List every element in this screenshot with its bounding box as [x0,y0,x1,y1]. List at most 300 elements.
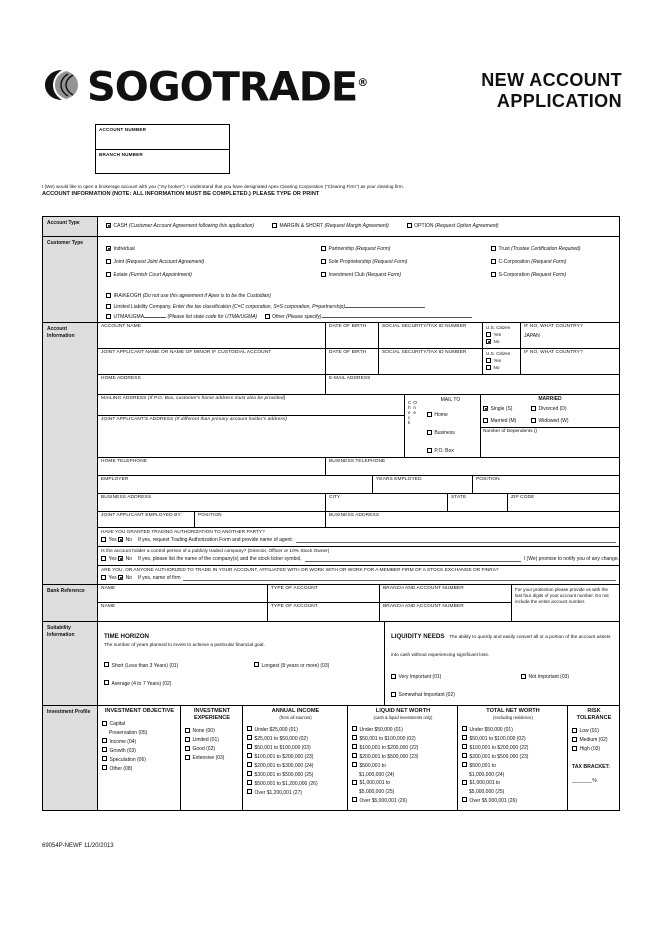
married-option-single-s[interactable] [483,405,512,414]
question-1-no-no[interactable] [118,536,132,545]
section-label-investment-profile: Investment Profile [43,706,98,810]
home-telephone-label: HOME TELEPHONE [101,459,148,464]
option-note: (Request Form) [529,272,567,278]
checkbox-low-01[interactable] [572,728,577,733]
email-field[interactable] [326,375,619,394]
years-employed-field[interactable] [373,476,473,493]
checkbox-time-horizon-short[interactable] [104,662,109,667]
investment-option-medium-02[interactable] [572,736,608,745]
checkbox-business[interactable] [427,430,432,435]
section-label-account-information: Account Information [43,323,98,584]
joint-employment-row [98,512,619,528]
account-type-option-margin-short[interactable] [272,222,389,231]
liquidity-option-not[interactable]: Not Important (03) [521,673,569,682]
question-block-3 [98,566,619,584]
business-telephone-label: BUSINESS TELEPHONE [329,459,386,464]
bank-name-field-1[interactable] [98,585,268,602]
question-2-yes-yes[interactable] [101,555,117,564]
checkbox-single-s[interactable] [483,406,488,411]
option-label: High (03) [579,746,601,752]
city-field[interactable] [326,494,448,511]
investment-option-over-5-000-001-26[interactable] [462,797,517,806]
checkbox-no[interactable] [118,575,123,580]
customer-type-utma-other[interactable]: UTMA/UGMA (Please list state code for UTMA/UGMA) Other (Please specify) [106,312,619,322]
investment-option-none-00[interactable] [185,727,215,736]
checkbox-high-03[interactable] [572,746,577,751]
column-title: INVESTMENT EXPERIENCE [193,708,231,721]
question-followup-note: If yes, name of firm [137,575,181,581]
account-type-option-cash[interactable] [106,222,254,231]
account-type-option-option[interactable] [407,222,499,231]
citizen-no-joint[interactable]: No [486,364,520,371]
customer-type-ira[interactable]: IRA/KEOGH (Do not use this agreement if Apex is to be the Custodian) [106,292,271,301]
utma-state-code-line[interactable] [144,312,166,318]
branch-number-label: BRANCH NUMBER [99,152,143,157]
liquidity-option-very[interactable]: Very Important (01) [391,673,521,682]
option-label: $1,000,001 to [359,780,391,787]
bank-name-field-2[interactable] [98,603,268,621]
employer-label: EMPLOYER [101,477,129,482]
investment-option-growth-03[interactable] [102,747,136,756]
liquidity-subtitle: The ability to quickly and easily convert all or a portion of the account assets into cash without experiencing significant loss. [391,635,611,658]
investment-option-income-04[interactable] [102,738,136,747]
checkbox-under-50-000-01[interactable] [462,726,467,731]
llc-classification-line[interactable] [345,302,425,308]
bank-type-label-2: TYPE OF ACCOUNT [271,604,318,609]
checkbox-joint[interactable] [106,259,111,264]
option-label: Business [434,430,455,436]
checkbox-growth-03[interactable] [102,747,107,752]
customer-type-option-estate[interactable] [106,271,192,280]
checkbox-over-1-200-001-27[interactable] [247,789,252,794]
investment-option-50-001-to-100-000-02[interactable] [352,735,416,744]
column-options [247,721,344,798]
checkbox-estate[interactable] [106,272,111,277]
option-label: Investment Club [328,272,365,278]
investment-option-1-000-001-to[interactable] [352,779,390,788]
question-1-yes-yes[interactable] [101,536,117,545]
branch-number-field[interactable] [96,150,229,175]
option-label: $25,001 to $50,000 (02) [254,735,308,742]
option-note: (Request Form) [364,272,402,278]
citizen-field-primary[interactable] [483,323,521,348]
checkbox-trust[interactable] [491,246,496,251]
checkbox-home[interactable] [427,412,432,417]
column-options [185,722,239,763]
option-label: $500,001 to [359,762,386,769]
country-value: JAPAN [524,332,540,339]
investment-option-50-001-to-100-000-03[interactable] [247,744,311,753]
checkbox-partnership[interactable] [321,246,326,251]
option-label: Yes [108,575,117,581]
section-label-account-type: Account Type [43,217,98,236]
customer-type-option-trust[interactable] [491,245,581,254]
column-title: INVESTMENT OBJECTIVE [104,708,175,714]
checkbox-yes[interactable] [101,556,106,561]
investment-option-extensive-03[interactable] [185,754,224,763]
investment-option-100-001-to-200-000-22[interactable] [352,744,418,753]
investment-option-100-001-to-200-000-22[interactable] [462,744,528,753]
column-title: RISK TOLERANCE [576,708,612,721]
checkbox-citizen-no[interactable] [486,339,491,344]
customer-type-option-s-corporation[interactable] [491,271,566,280]
checkbox-yes[interactable] [101,537,106,542]
option-label-continued: $5,000,000 (25) [469,789,505,796]
check-one-letter: k [408,420,411,425]
question-text: HAVE YOU GRANTED TRADING AUTHORIZATION TO ANOTHER PARTY? [101,530,265,535]
investment-option-limited-01[interactable] [185,736,219,745]
dob-label-joint: DATE OF BIRTH [329,350,367,355]
checkbox-100-001-to-200-000-23[interactable] [247,753,252,758]
checkbox-ira-keogh[interactable] [106,293,111,298]
country-field-primary[interactable] [521,323,619,348]
bank-branch-label-1: BRANCH AND ACCOUNT NUMBER [383,586,464,591]
ssn-label-joint: SOCIAL SECURITY/TAX ID NUMBER [382,350,467,355]
business-address-label: BUSINESS ADDRESS [101,495,152,500]
investment-option-500-001-to[interactable] [462,762,496,771]
option-label: CASH [113,223,128,229]
liquidity-block [385,622,619,705]
investment-option-over-5-000-001-26[interactable] [352,797,407,806]
account-number-field[interactable] [96,125,229,150]
checkbox-limited-01[interactable] [185,737,190,742]
customer-type-option-sole-proprietorship[interactable] [321,258,407,267]
ssn-field-joint[interactable] [379,349,483,374]
checkbox-under-50-000-01[interactable] [352,726,357,731]
checkbox-100-001-to-200-000-22[interactable] [352,744,357,749]
checkbox-other-customer-type[interactable] [265,314,270,319]
question-block-1 [98,528,619,547]
zip-field[interactable] [508,494,619,511]
option-label: Estate [113,272,128,278]
time-horizon-option-average[interactable]: Average (4 to 7 Years) (02) [104,680,171,689]
one-word [413,400,417,457]
time-horizon-title: TIME HORIZON [104,633,150,640]
citizen-field-joint[interactable] [483,349,521,374]
mailing-address-field[interactable] [98,395,404,416]
checkbox-200-001-to-500-000-23[interactable] [462,753,467,758]
employer-field[interactable] [98,476,373,493]
page-title-line1: NEW ACCOUNT [481,70,622,90]
checkbox-widowed-w[interactable] [531,418,536,423]
checkbox-utma-ugma[interactable] [106,314,111,319]
checkbox-liquidity-not-important[interactable] [521,674,526,679]
customer-type-option-individual[interactable] [106,245,135,254]
customer-type-option-joint[interactable] [106,258,204,267]
tax-bracket-label: TAX BRACKET: [572,764,610,770]
write-in-line[interactable] [305,557,521,562]
citizen-yes-joint[interactable]: Yes [486,357,520,364]
checkbox-margin-short[interactable] [272,223,277,228]
investment-option-low-01[interactable] [572,727,599,736]
investment-option-under-25-000-01[interactable] [247,726,298,735]
checkbox-none-00[interactable] [185,728,190,733]
option-note: (Customer Account Agreement following this application) [127,223,255,229]
home-address-row [98,375,619,395]
checkbox-100-001-to-200-000-22[interactable] [462,744,467,749]
checkbox-over-5-000-001-26[interactable] [352,797,357,802]
investment-option-100-001-to-200-000-23[interactable] [247,753,313,762]
customer-type-extra-rows [98,284,619,322]
checkbox-investment-club[interactable] [321,272,326,277]
married-option-divorced-d[interactable] [531,405,567,414]
investment-option-over-1-200-001-27[interactable] [247,789,302,798]
checkbox-under-25-000-01[interactable] [247,726,252,731]
check-one-letter: e [408,410,411,415]
question-3-no-no[interactable] [118,574,132,583]
investment-option-200-001-to-500-000-23[interactable] [462,753,528,762]
dob-field-joint[interactable] [326,349,379,374]
checkbox-divorced-d[interactable] [531,406,536,411]
investment-option-high-03[interactable] [572,745,600,754]
bank-branch-field-1[interactable] [380,585,511,602]
married-option-married-m[interactable] [483,417,516,426]
checkbox-no[interactable] [118,556,123,561]
checkbox-speculation-06[interactable] [102,756,107,761]
option-label: $200,001 to $500,000 (23) [359,753,419,760]
time-horizon-option-short[interactable]: Short (Less than 3 Years) (01) [104,662,254,671]
option-label: Widowed (W) [538,418,569,424]
checkbox-500-001-to[interactable] [352,762,357,767]
checkbox-option[interactable] [407,223,412,228]
question-text: ARE YOU, OR ANYONE AUTHORIZED TO TRADE IN YOUR ACCOUNT, AFFILIATED WITH OR WORK WITH OR WORK FOR A MEMBER FIRM OF A STOCK EXCHANGE OR FINRA? [101,568,499,573]
checkbox-s-corporation[interactable] [491,272,496,277]
checkbox-50-001-to-100-000-02[interactable] [352,735,357,740]
investment-option-under-50-000-01[interactable] [462,726,513,735]
checkbox-500-001-to-1-200-000-26[interactable] [247,780,252,785]
bank-type-field-1[interactable] [268,585,380,602]
section-suitability [43,622,619,706]
check-one-letter: c [408,415,411,420]
investment-option-500-001-to-1-200-000-26[interactable] [247,780,318,789]
investment-option-500-001-to[interactable] [352,762,386,771]
checkbox-time-horizon-longest[interactable] [254,662,259,667]
mail-to-option-p-o-box[interactable] [427,447,454,456]
customer-type-option-investment-club[interactable] [321,271,401,280]
checkbox-200-001-to-500-000-23[interactable] [352,753,357,758]
mail-to-option-business[interactable] [427,429,455,438]
liquidity-options [391,661,615,701]
checkbox-capital[interactable] [102,721,107,726]
checkbox-individual[interactable] [106,246,111,251]
option-label: S-Corporation [498,272,530,278]
business-address-row [98,494,619,512]
married-group [481,395,619,457]
checkbox-liquidity-very-important[interactable] [391,674,396,679]
applicant-row-joint [98,349,619,375]
customer-type-llc[interactable]: Limited Liability Company. Enter the tax classification (C=C corporation, S=S corporation, P=partnership) [106,302,619,312]
column-options [462,721,564,806]
employer-row [98,476,619,494]
write-in-line[interactable] [183,576,616,581]
option-label: $500,001 to $1,200,000 (26) [254,780,318,787]
customer-type-column-1 [106,241,321,280]
question-text: Is the account holder a control person of a publicly traded company? (Director, Officer or 10% Stock Owner) [101,549,330,554]
checkbox-50-001-to-100-000-03[interactable] [247,744,252,749]
checkbox-extensive-03[interactable] [185,755,190,760]
time-horizon-option-longest[interactable]: Longest (8 years or more) (03) [254,662,329,671]
checkbox-cash[interactable] [106,223,111,228]
question-block-2 [98,547,619,566]
checkbox-citizen-yes-joint[interactable] [486,358,491,363]
checkbox-married-m[interactable] [483,418,488,423]
column-options [352,721,454,806]
position-field[interactable] [473,476,619,493]
option-label: Joint [113,259,125,265]
email-label: E-MAIL ADDRESS [329,376,371,381]
position-label: POSITION [476,477,500,482]
option-label: Good (02) [192,746,216,752]
checkbox-50-001-to-100-000-02[interactable] [462,735,467,740]
intro-line1: I (We) would like to open a brokerage account with you ("my broker"). I understand that you have designated Apex Clearing Corporation ("Clearing Firm") as your clearing firm. [42,184,404,189]
check-one-letter: e [413,410,416,415]
state-field[interactable] [448,494,508,511]
joint-position-field[interactable] [195,512,326,527]
years-employed-label: YEARS EMPLOYED [376,477,422,482]
checkbox-citizen-yes[interactable] [486,332,491,337]
joint-address-field[interactable] [98,416,404,438]
checkbox-200-001-to-300-000-24[interactable] [247,762,252,767]
option-label: Under $50,000 (01) [469,726,513,733]
mail-to-options [421,403,480,457]
checkbox-1-000-001-to[interactable] [352,780,357,785]
investment-option-good-02[interactable] [185,745,215,754]
checkbox-time-horizon-average[interactable] [104,680,109,685]
investment-option-25-001-to-50-000-02[interactable] [247,735,308,744]
home-address-field[interactable] [98,375,326,394]
option-label: $200,001 to $500,000 (23) [469,753,529,760]
investment-option-200-001-to-500-000-23[interactable] [352,753,418,762]
joint-business-address-field[interactable] [326,512,619,527]
checkbox-good-02[interactable] [185,746,190,751]
joint-employer-field[interactable] [98,512,195,527]
country-label: IF NO, WHAT COUNTRY? [524,324,583,329]
mailing-address-label: MAILING ADDRESS (If P.O. Box, customer's home address must also be provided) [101,396,286,401]
investment-option-under-50-000-01[interactable] [352,726,403,735]
checkbox-25-001-to-50-000-02[interactable] [247,735,252,740]
citizen-no-primary[interactable]: No [486,338,520,345]
business-telephone-field[interactable] [326,458,619,475]
section-customer-type [43,237,619,323]
checkbox-sole-proprietorship[interactable] [321,259,326,264]
account-name-field[interactable] [98,323,326,348]
option-label: $300,001 to $500,000 (25) [254,771,314,778]
question-2-no-no[interactable] [118,555,132,564]
check-word [408,400,411,457]
checkbox-llc[interactable] [106,304,111,309]
investment-option-speculation-06[interactable] [102,756,146,765]
option-note: (Trustee Certification Required) [509,246,581,252]
option-label: Capital [109,721,126,727]
customer-type-column-3 [491,241,581,280]
married-column-2 [531,402,569,426]
other-specify-line[interactable] [322,312,472,318]
option-label: Speculation (06) [109,756,146,763]
checkbox-liquidity-somewhat-important[interactable] [391,692,396,697]
option-label: Home [434,412,448,418]
dependents-field[interactable] [481,427,619,436]
mailing-address-row [98,395,619,458]
joint-address-label: JOINT APPLICANT'S ADDRESS (If different than primary account holder's address) [101,417,288,422]
question-answer-row [101,555,619,564]
home-telephone-field[interactable] [98,458,326,475]
liquidity-option-somewhat[interactable]: Somewhat Important (02) [391,691,455,700]
option-label: $200,001 to $300,000 (24) [254,762,314,769]
column-title: ANNUAL INCOME [271,708,320,714]
checkbox-other-08[interactable] [102,765,107,770]
write-in-line[interactable] [296,538,616,543]
tax-bracket-input[interactable]: _______% [572,778,597,784]
investment-option-300-001-to-500-000-25[interactable] [247,771,313,780]
checkbox-citizen-no-joint[interactable] [486,365,491,370]
option-label: No [125,556,132,562]
checkbox-1-000-001-to[interactable] [462,780,467,785]
mail-to-option-home[interactable] [427,411,448,420]
liquidity-title: LIQUIDITY NEEDS [391,633,445,640]
bank-type-field-2[interactable] [268,603,380,621]
question-3-yes-yes[interactable] [101,574,117,583]
investment-option-200-001-to-300-000-24[interactable] [247,762,313,771]
question-followup-note: If yes, request Trading Authorization Form and provide name of agent: [137,537,294,543]
investment-option-50-001-to-100-000-02[interactable] [462,735,526,744]
option-label: Over $5,000,001 (26) [359,797,408,804]
checkbox-over-5-000-001-26[interactable] [462,797,467,802]
checkbox-income-04[interactable] [102,738,107,743]
checkbox-medium-02[interactable] [572,737,577,742]
section-account-information [43,323,619,585]
bank-branch-field-2[interactable] [380,603,511,621]
investment-option-capital[interactable] [102,720,125,729]
option-label: $1,000,001 to [469,780,501,787]
option-label: Married (M) [490,418,517,424]
option-label: $50,001 to $100,000 (02) [469,735,526,742]
ssn-field-primary[interactable] [379,323,483,348]
time-horizon-subtitle: The number of years planned to invest to achieve a particular financial goal. [104,643,265,648]
checkbox-500-001-to[interactable] [462,762,467,767]
option-label: $100,001 to $200,000 (23) [254,753,314,760]
option-label: Yes [108,537,117,543]
investment-option-1-000-001-to[interactable] [462,779,500,788]
checkbox-c-corporation[interactable] [491,259,496,264]
option-label: Yes [108,556,117,562]
option-note: (Request Form) [371,259,408,265]
married-option-widowed-w[interactable] [531,417,569,426]
application-form [42,216,620,811]
checkbox-300-001-to-500-000-25[interactable] [247,771,252,776]
dob-field-primary[interactable] [326,323,379,348]
dependents-label: Number of Dependents [483,429,533,434]
joint-name-field[interactable] [98,349,326,374]
checkbox-yes[interactable] [101,575,106,580]
checkbox-p-o-box[interactable] [427,448,432,453]
citizen-yes-primary[interactable]: Yes [486,331,520,338]
option-note: (Request Form) [529,259,567,265]
customer-type-option-partnership[interactable] [321,245,390,254]
bank-reference-row-1 [98,585,511,603]
country-field-joint[interactable] [521,349,619,374]
checkbox-no[interactable] [118,537,123,542]
investment-option-other-08[interactable] [102,765,132,774]
married-column-1 [483,402,531,426]
dob-label: DATE OF BIRTH [329,324,367,329]
citizen-label-joint: U.S. Citizen [486,351,511,356]
option-label-continued: $1,000,000 (24) [359,771,395,778]
column-title: LIQUID NET WORTH [375,708,431,714]
bank-branch-label-2: BRANCH AND ACCOUNT NUMBER [383,604,464,609]
customer-type-option-c-corporation[interactable] [491,258,566,267]
business-address-field[interactable] [98,494,326,511]
question-trailing-note: I (We) promise to notify you of any change. [523,556,619,562]
